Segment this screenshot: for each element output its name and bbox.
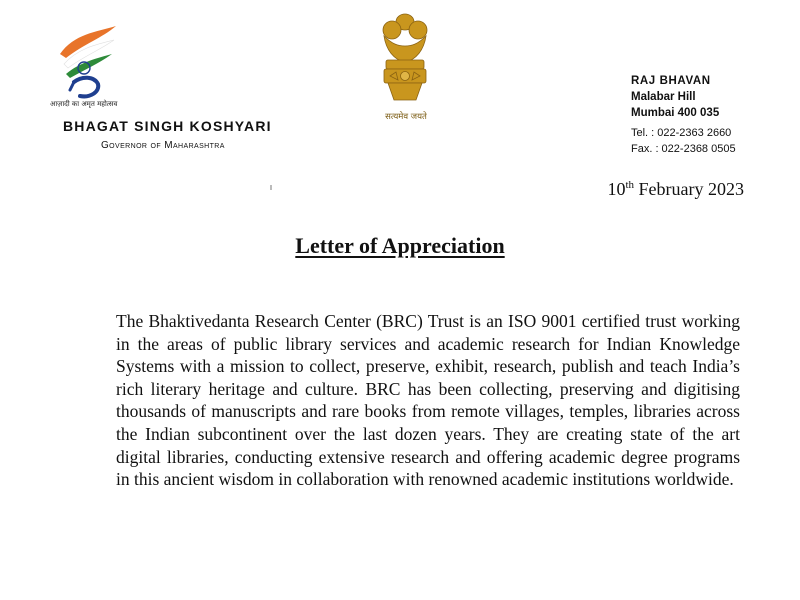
fax-number: Fax. : 022-2368 0505: [631, 143, 736, 155]
sender-name: BHAGAT SINGH KOSHYARI: [63, 118, 272, 134]
emblem-motto: सत्यमेव जयते: [385, 112, 427, 122]
letterhead-address: [631, 73, 736, 157]
letter-date: [607, 179, 744, 200]
address-line-3: Mumbai 400 035: [631, 107, 720, 119]
telephone-number: Tel. : 022-2363 2660: [631, 127, 732, 139]
letter-heading: Letter of Appreciation: [295, 233, 505, 258]
tricolour-flag-75-logo-icon: [54, 24, 124, 104]
address-line-1: RAJ BHAVAN: [631, 75, 711, 87]
date-day: 10: [607, 179, 626, 199]
letter-body: The Bhaktivedanta Research Center (BRC) Trust is an ISO 9001 certified trust working in the areas of public library services and academic research for Indian Knowledge Systems with a mission to collect, preserve, exhibit, research, publish and teach India’s rich literary heritage and culture. BRC has been collecting, preserving and digitising thousands of manuscripts and rare books from remote villages, temples, libraries across the Indian subcontinent over the last dozen years. They are creating state of the art digital libraries, conducting extensive research and offering academic degree programs in this ancient wisdom in collaboration with renowned academic institutions worldwide.: [116, 311, 740, 490]
national-emblem-icon: [372, 10, 438, 106]
sender-title: Governor of Maharashtra: [101, 140, 225, 151]
date-suffix: th: [625, 179, 635, 191]
date-month-year: February 2023: [634, 179, 744, 199]
address-line-2: Malabar Hill: [631, 91, 696, 103]
logo-tagline: आज़ादी का अमृत महोत्सव: [50, 100, 118, 108]
scan-mark: [270, 185, 272, 190]
